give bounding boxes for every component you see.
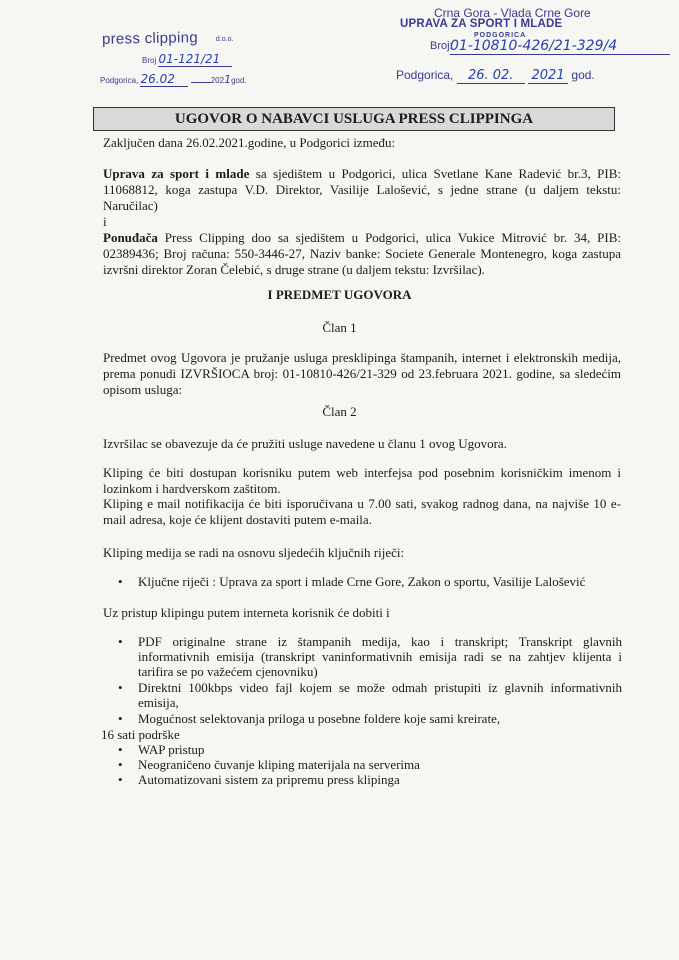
stamp-date-value: 26.02 (140, 72, 188, 87)
party-naručilac (103, 166, 621, 214)
article-2-paragraph-4: Kliping medija se radi na osnovu sljedećih ključnih riječi: (103, 545, 405, 560)
article-1-heading: Član 1 (322, 320, 357, 335)
feature-item: • WAP pristup (116, 742, 622, 757)
stamp-brand: press clipping (101, 29, 199, 48)
keywords-list (116, 574, 622, 589)
stamp-date-line (100, 72, 247, 87)
intro-line: Zaključen dana 26.02.2021.godine, u Podgorici između: (103, 135, 396, 150)
stamp-broj-value-right: 01-10810-426/21-329/4 (450, 38, 670, 55)
feature-item: • Direktni 100kbps video fajl kojem se može odmah pristupiti iz glavnih informativnih emisija, (116, 680, 622, 710)
press-clipping-stamp (100, 29, 272, 86)
party1-details: sa sjedištem u Podgorici, ulica Svetlane Kane Radević br.3, PIB: 11068812, koga zastupa V.D. Direktor, Vasilije Lalošević, s jedne strane (u daljem tekstu: Naručilac) (103, 166, 621, 213)
article-1-text: Predmet ovog Ugovora je pružanje usluga presklipinga štampanih, internet i elektronskih medija, prema ponudi IZVRŠIOCA broj: 01-10810-426/21-329 od 23.februara 2021. godine, sa sledećim opisom usluga: (103, 350, 621, 397)
stamp-city: PODGORICA (474, 32, 527, 39)
stamp-government: Crna Gora - Vlada Crne Gore (434, 6, 591, 20)
stamp-date-line-right (396, 68, 595, 84)
stamp-god-label: god. (231, 76, 247, 85)
support-line: 16 sati podrške (101, 727, 180, 742)
and-connector: i (103, 214, 107, 229)
stamp-date-value-right: 26. 02. (457, 68, 525, 84)
party1-name: Uprava za sport i mlade (103, 166, 250, 181)
party-izvršilac (103, 230, 621, 278)
stamp-broj-label-right: Broj: (430, 40, 453, 52)
article-2-paragraph-3: Kliping e mail notifikacija će biti isporučivana u 7.00 sati, svakog radnog dana, na najviše 10 e-mail adresa, koje će klijent dostaviti putem e-maila. (103, 496, 621, 527)
stamp-city-label-right: Podgorica, (396, 68, 454, 82)
article-2-paragraph-1: Izvršilac se obavezuje da će pružiti usluge navedene u članu 1 ovog Ugovora. (103, 436, 507, 451)
stamp-agency: UPRAVA ZA SPORT I MLADE (400, 18, 563, 30)
features-list (116, 634, 622, 726)
article-2-paragraph-5: Uz pristup klipingu putem interneta korisnik će dobiti i (103, 605, 390, 620)
party2-name: Ponuđača (103, 230, 158, 245)
stamp-broj-value: 01-121/21 (158, 52, 232, 67)
stamp-year-printed: 202 (210, 76, 225, 85)
stamp-broj-line (142, 52, 232, 67)
stamp-god-label-right: god. (571, 68, 595, 82)
section-heading: I PREDMET UGOVORA (267, 287, 412, 302)
stamp-brand-suffix: d.o.o. (215, 35, 234, 43)
feature-item: • Neograničeno čuvanje kliping materijala na serverima (116, 757, 622, 772)
stamp-city-label: Podgorica, (100, 76, 139, 85)
stamp-broj-label: Broj (142, 56, 157, 65)
keywords-item: • Ključne riječi : Uprava za sport i mlade Crne Gore, Zakon o sportu, Vasilije Lalošević (116, 574, 622, 589)
article-2-heading: Član 2 (322, 404, 357, 419)
party2-details: Press Clipping doo sa sjedištem u Podgorici, ulica Vukice Mitrović br. 34, PIB: 02389436; Broj računa: 550-3446-27, Naziv banke: Societe Generale Montenegro, koga zastupa izvršni direktor Zoran Čelebić, s druge strane (u daljem tekstu: Izvršilac). (103, 230, 621, 277)
feature-item: • Mogućnost selektovanja priloga u posebne foldere koje sami kreirate, (116, 711, 622, 726)
stamp-year-value-right: 2021 (528, 68, 568, 84)
stamp-year-hand: 1 (224, 73, 232, 86)
feature-item: • PDF originalne strane iz štampanih medija, kao i transkript; Transkript glavnih informativnih emisija (transkript vaninformativnih emisija radi se na zahtjev klijenta i tarifira se po važećem cjenovniku) (116, 634, 622, 679)
article-2-paragraph-2: Kliping će biti dostupan korisniku putem web interfejsa pod posebnim korisničkim imenom i lozinkom i hardverskom zaštitom. (103, 465, 621, 496)
contract-title: UGOVOR O NABAVCI USLUGA PRESS CLIPPINGA (93, 107, 615, 131)
features-list-2 (116, 742, 622, 787)
feature-item: • Automatizovani sistem za pripremu press klipinga (116, 772, 622, 787)
